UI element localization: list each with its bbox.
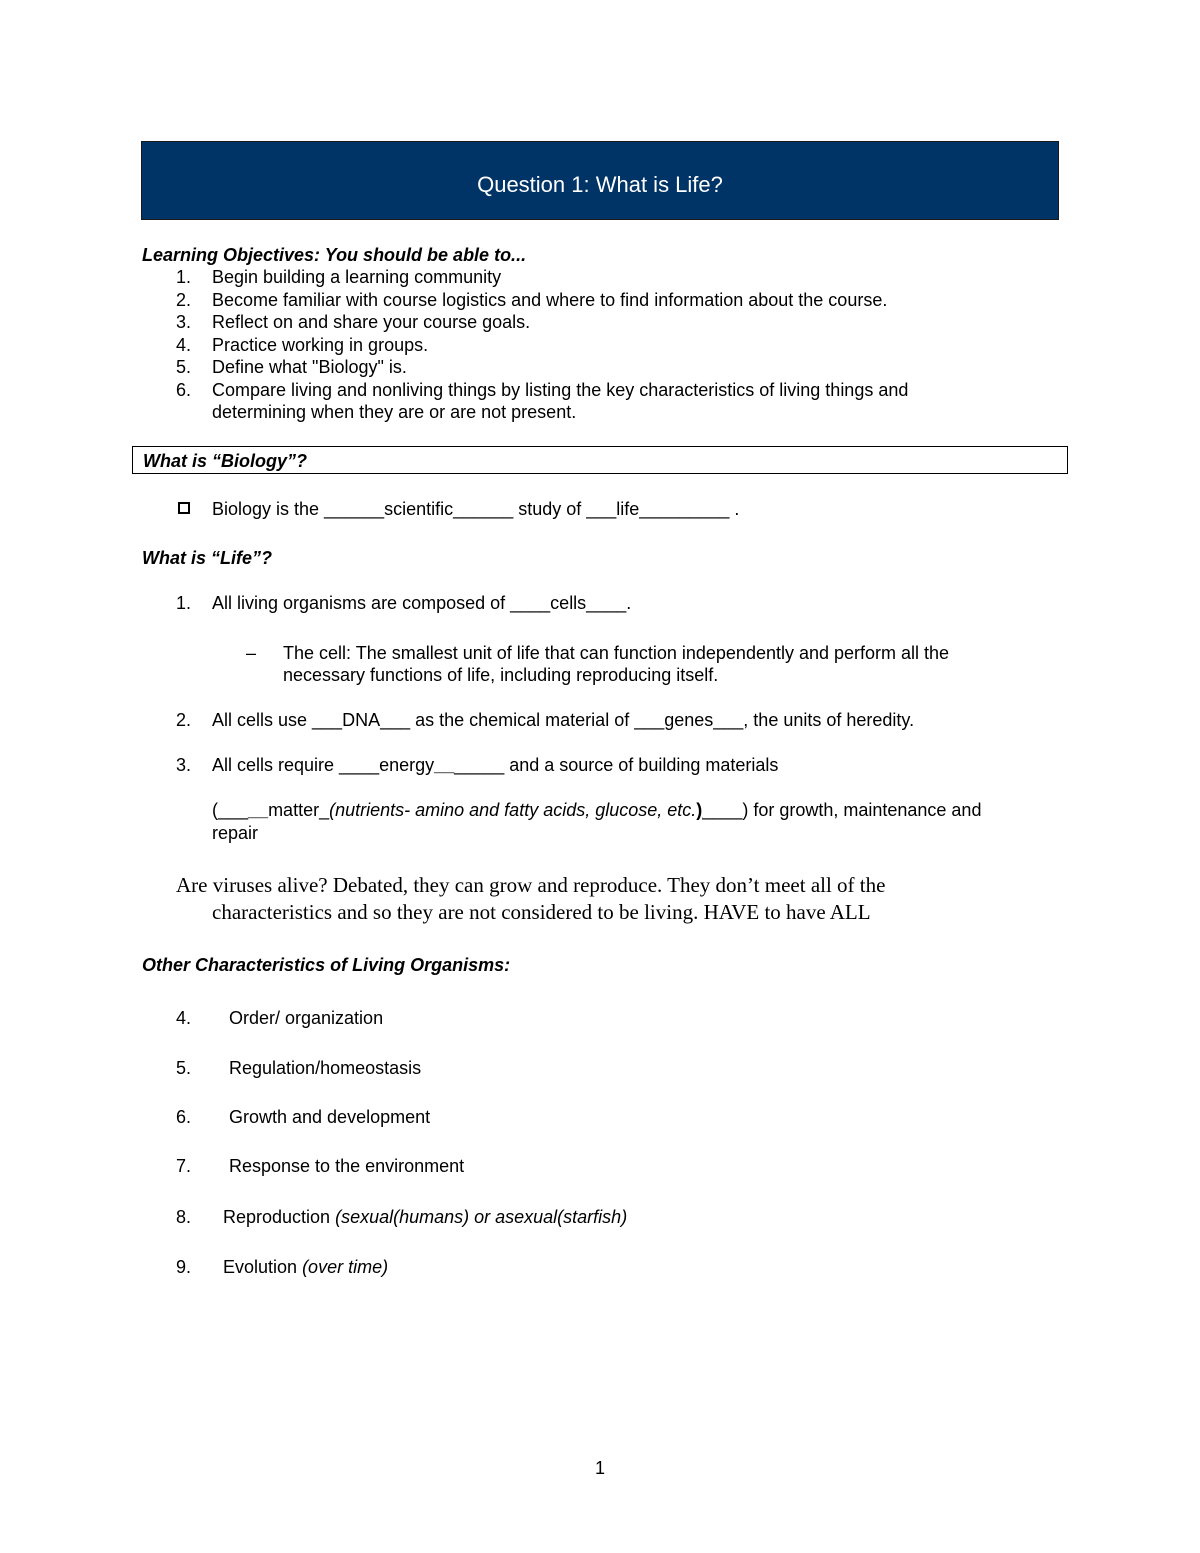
text-run: All cells require ____energy bbox=[212, 755, 435, 775]
text-run-bold: ) bbox=[696, 800, 703, 820]
life-item-dna: All cells use ___DNA___ as the chemical material of ___genes___, the units of heredity. bbox=[212, 710, 915, 730]
characteristic-number: 5. bbox=[176, 1058, 192, 1078]
text-run-bold: __ bbox=[434, 755, 455, 775]
biology-definition: Biology is the ______scientific______ study of ___life_________ . bbox=[212, 499, 740, 519]
biology-heading-box bbox=[132, 446, 1068, 474]
characteristic-item: Order/ organization bbox=[229, 1008, 384, 1028]
text-run: Reproduction bbox=[223, 1207, 336, 1227]
text-run: _____ and a source of building materials bbox=[454, 755, 779, 775]
text-run: Evolution bbox=[223, 1257, 303, 1277]
objective-item: Define what "Biology" is. bbox=[212, 357, 407, 377]
objective-item: Practice working in groups. bbox=[212, 335, 429, 355]
text-run-italic: (nutrients- amino and fatty acids, glucose, etc. bbox=[329, 800, 697, 820]
objective-number: 3. bbox=[176, 312, 192, 332]
characteristic-number: 4. bbox=[176, 1008, 192, 1028]
text-run: ____) for growth, maintenance and bbox=[702, 800, 982, 820]
page-number: 1 bbox=[594, 1458, 605, 1478]
characteristic-item bbox=[223, 1206, 627, 1228]
characteristic-item: Growth and development bbox=[229, 1107, 431, 1127]
objective-number: 1. bbox=[176, 267, 192, 287]
page-title: Question 1: What is Life? bbox=[477, 172, 723, 197]
characteristic-item bbox=[223, 1256, 388, 1278]
characteristic-number: 8. bbox=[176, 1207, 192, 1227]
objective-number: 2. bbox=[176, 290, 192, 310]
other-characteristics-heading: Other Characteristics of Living Organisms: bbox=[142, 955, 511, 975]
characteristic-number: 9. bbox=[176, 1257, 192, 1277]
text-run: matter_ bbox=[268, 800, 330, 820]
text-run-italic: (over time) bbox=[302, 1257, 389, 1277]
objective-number: 4. bbox=[176, 335, 192, 355]
objective-item: Compare living and nonliving things by listing the key characteristics of living things and bbox=[212, 380, 909, 400]
life-item-matter bbox=[212, 799, 981, 821]
cell-definition-line: necessary functions of life, including reproducing itself. bbox=[283, 665, 719, 685]
life-item-number: 1. bbox=[176, 593, 192, 613]
characteristic-item: Regulation/homeostasis bbox=[229, 1058, 422, 1078]
life-item-number: 2. bbox=[176, 710, 192, 730]
text-run-italic: (sexual(humans) or asexual(starfish) bbox=[335, 1207, 628, 1227]
characteristic-number: 6. bbox=[176, 1107, 192, 1127]
characteristic-number: 7. bbox=[176, 1156, 192, 1176]
text-run: (___ bbox=[212, 800, 249, 820]
life-item-energy bbox=[212, 754, 778, 776]
objective-item: Become familiar with course logistics and where to find information about the course. bbox=[212, 290, 888, 310]
text-run-bold: __ bbox=[248, 800, 269, 820]
characteristic-item: Response to the environment bbox=[229, 1156, 465, 1176]
life-item-number: 3. bbox=[176, 755, 192, 775]
checkbox-icon bbox=[178, 502, 190, 514]
objective-item-continuation: determining when they are or are not present. bbox=[212, 402, 577, 422]
cell-definition-line: The cell: The smallest unit of life that can function independently and perform all the bbox=[283, 643, 950, 663]
life-item-cells: All living organisms are composed of ____cells____. bbox=[212, 593, 632, 613]
viruses-note-continuation: characteristics and so they are not considered to be living. HAVE to have ALL bbox=[212, 900, 871, 924]
objective-item: Reflect on and share your course goals. bbox=[212, 312, 531, 332]
life-item-matter-continuation: repair bbox=[212, 823, 259, 843]
title-banner bbox=[141, 141, 1059, 220]
objective-number: 5. bbox=[176, 357, 192, 377]
objectives-heading: Learning Objectives: You should be able to... bbox=[142, 245, 527, 265]
dash-bullet: – bbox=[246, 643, 257, 663]
objective-item: Begin building a learning community bbox=[212, 267, 502, 287]
life-heading: What is “Life”? bbox=[142, 548, 272, 568]
objective-number: 6. bbox=[176, 380, 192, 400]
biology-heading: What is “Biology”? bbox=[143, 451, 307, 471]
viruses-note: Are viruses alive? Debated, they can grow and reproduce. They don’t meet all of the bbox=[176, 873, 886, 897]
